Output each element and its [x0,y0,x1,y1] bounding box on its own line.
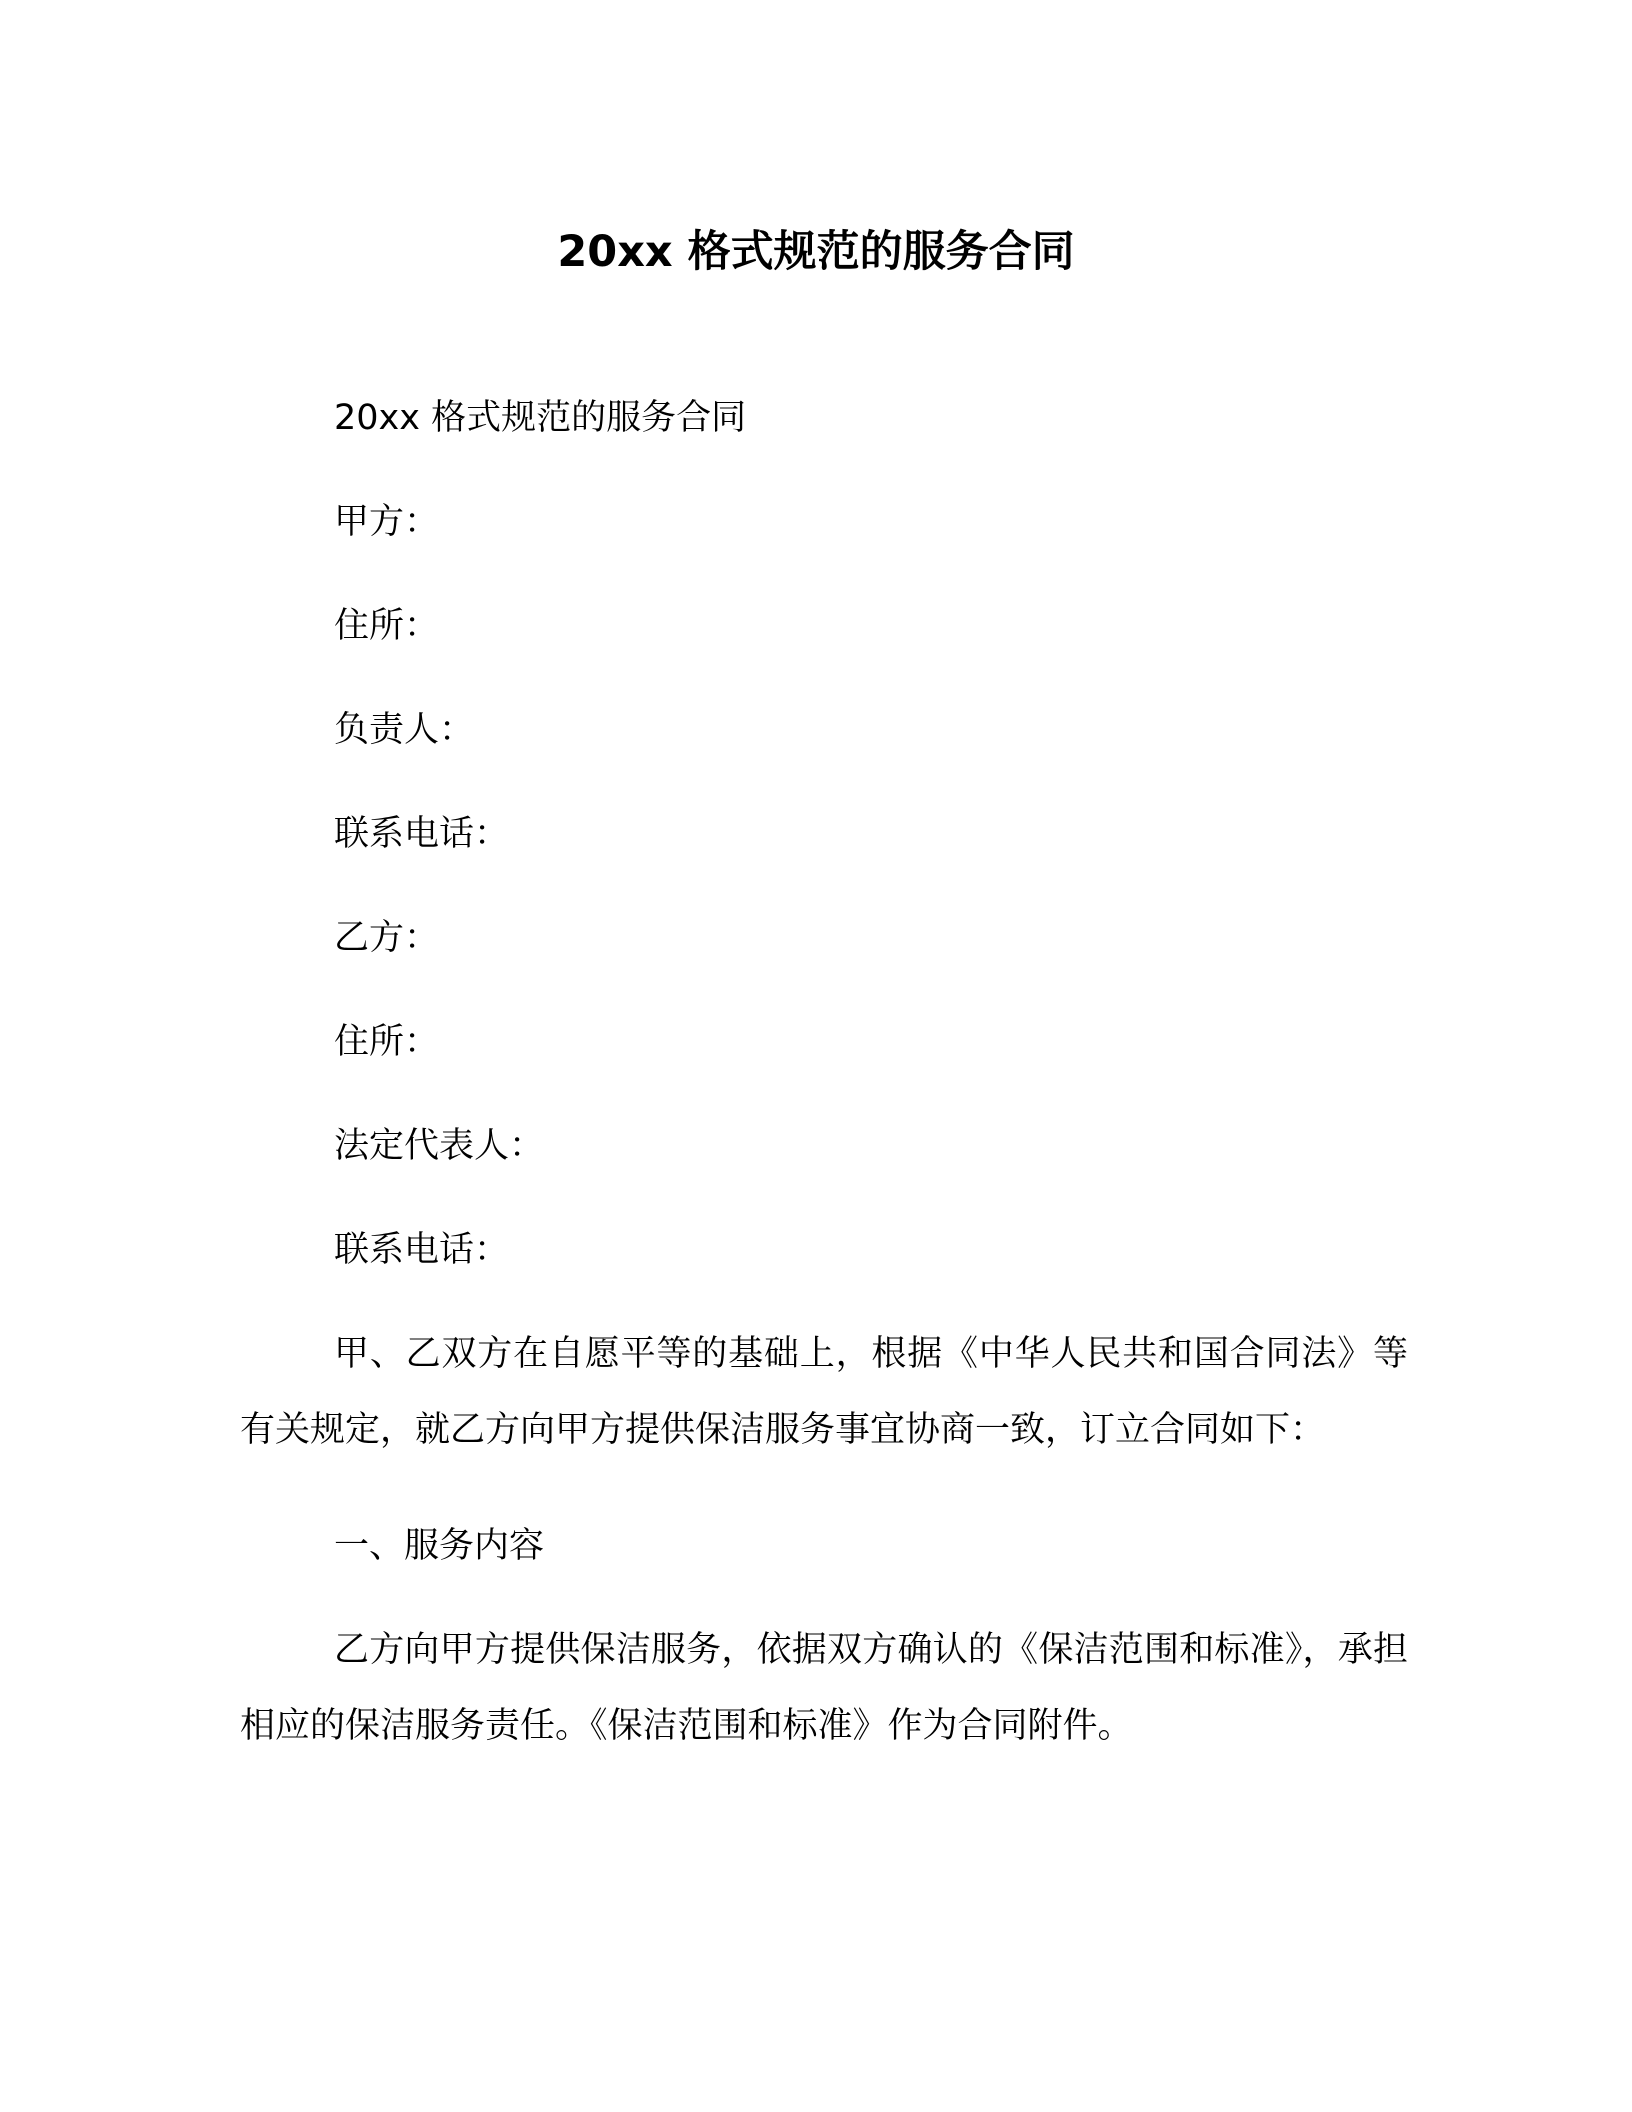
party-b-name-label: 乙方： [334,918,440,958]
party-a-person-label: 负责人： [334,710,475,750]
party-b-phone-label: 联系电话： [334,1230,510,1270]
document-subtitle: 20xx 格式规范的服务合同 [334,398,747,438]
party-a-address-label: 住所： [334,606,440,646]
party-b-person-label: 法定代表人： [334,1126,545,1166]
party-a-name-label: 甲方： [334,502,440,542]
section-paragraph: 乙方向甲方提供保洁服务，依据双方确认的《保洁范围和标准》，承担相应的保洁服务责任。《保洁范围和标准》作为合同附件。 [240,1630,1408,1746]
party-a-phone-label: 联系电话： [334,814,510,854]
document-title: 20xx 格式规范的服务合同 [557,227,1075,277]
section-heading: 一、服务内容 [334,1526,545,1566]
preamble-paragraph: 甲、乙双方在自愿平等的基础上，根据《中华人民共和国合同法》等有关规定，就乙方向甲方提供保洁服务事宜协商一致，订立合同如下： [240,1334,1408,1450]
document-body [240,392,1408,1764]
party-b-address-label: 住所： [334,1022,440,1062]
